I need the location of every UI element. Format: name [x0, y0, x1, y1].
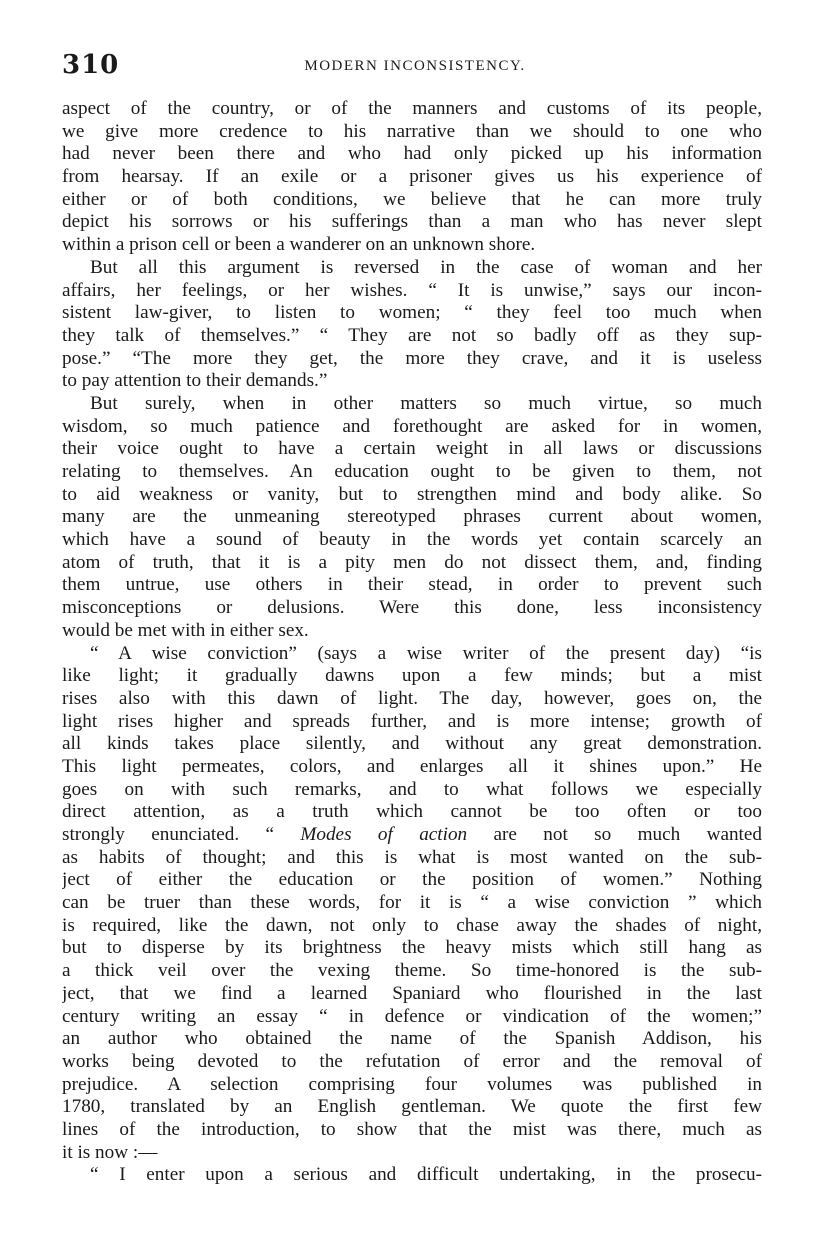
text-line: sistent law-giver, to listen to women; “ they feel too much when — [62, 302, 762, 324]
text-line: “ I enter upon a serious and difficult undertaking, in the prosecu- — [90, 1164, 762, 1186]
text-line-with-italic — [62, 824, 762, 847]
text-line: lines of the introduction, to show that the mist was there, much as — [62, 1118, 762, 1140]
text-segment: are not so much wanted — [467, 824, 762, 845]
text-line: which have a sound of beauty in the words yet contain scarcely an — [62, 529, 762, 551]
text-line: to aid weakness or vanity, but to strengthen mind and body alike. So — [62, 483, 762, 505]
text-line: wisdom, so much patience and forethought are asked for in women, — [62, 415, 762, 437]
text-line: had never been there and who had only picked up his information — [62, 143, 762, 165]
text-line: their voice ought to have a certain weight in all laws or discussions — [62, 438, 762, 460]
text-line: But all this argument is reversed in the case of woman and her — [90, 256, 762, 278]
text-line: But surely, when in other matters so much virtue, so much — [90, 392, 762, 414]
text-line: like light; it gradually dawns upon a few minds; but a mist — [62, 665, 762, 687]
text-line: within a prison cell or been a wanderer on an unknown shore. — [62, 234, 536, 256]
page-header — [62, 50, 768, 84]
text-line: would be met with in either sex. — [62, 619, 309, 641]
text-line: “ A wise conviction” (says a wise writer of the present day) “is — [90, 642, 762, 664]
text-line: it is now :— — [62, 1141, 158, 1163]
text-line: they talk of themselves.” “ They are not so badly off as they sup- — [62, 324, 762, 346]
text-line: misconceptions or delusions. Were this done, less inconsistency — [62, 597, 762, 619]
text-line: works being devoted to the refutation of error and the removal of — [62, 1050, 762, 1072]
text-line: them untrue, use others in their stead, in order to prevent such — [62, 574, 762, 596]
text-line: goes on with such remarks, and to what follows we especially — [62, 778, 762, 800]
running-title: MODERN INCONSISTENCY. — [304, 58, 526, 74]
text-line: atom of truth, that it is a pity men do not dissect them, and, finding — [62, 551, 762, 573]
body-text — [62, 98, 762, 1187]
italic-phrase: Modes of action — [300, 824, 468, 845]
text-line: 1780, translated by an English gentleman. We quote the first few — [62, 1096, 762, 1118]
text-line: affairs, her feelings, or her wishes. “ It is unwise,” says our incon- — [62, 279, 762, 301]
text-line: pose.” “The more they get, the more they crave, and it is useless — [62, 347, 762, 369]
text-line: direct attention, as a truth which cannot be too often or too — [62, 801, 762, 823]
text-line: all kinds takes place silently, and without any great demonstration. — [62, 733, 762, 755]
text-line: light rises higher and spreads further, and is more intense; growth of — [62, 710, 762, 732]
text-line: we give more credence to his narrative than we should to one who — [62, 120, 762, 142]
text-line: but to disperse by its brightness the heavy mists which still hang as — [62, 937, 762, 959]
page-number: 310 — [62, 50, 120, 80]
text-line: century writing an essay “ in defence or vindication of the women;” — [62, 1005, 762, 1027]
text-segment: strongly enunciated. “ — [62, 824, 301, 845]
text-line: is required, like the dawn, not only to chase away the shades of night, — [62, 914, 762, 936]
text-line: many are the unmeaning stereotyped phrases current about women, — [62, 506, 762, 528]
text-line: depict his sorrows or his sufferings than a man who has never slept — [62, 211, 762, 233]
text-line: either or of both conditions, we believe that he can more truly — [62, 188, 762, 210]
text-line: an author who obtained the name of the Spanish Addison, his — [62, 1028, 762, 1050]
text-line: can be truer than these words, for it is “ a wise conviction ” which — [62, 892, 762, 914]
text-line: ject of either the education or the position of women.” Nothing — [62, 869, 762, 891]
text-line: to pay attention to their demands.” — [62, 370, 328, 392]
text-line: as habits of thought; and this is what is most wanted on the sub- — [62, 846, 762, 868]
text-line: aspect of the country, or of the manners and customs of its people, — [62, 98, 762, 119]
text-line: a thick veil over the vexing theme. So time-honored is the sub- — [62, 960, 762, 982]
text-line: ject, that we find a learned Spaniard who flourished in the last — [62, 982, 762, 1004]
text-line: rises also with this dawn of light. The day, however, goes on, the — [62, 687, 762, 709]
text-line: This light permeates, colors, and enlarges all it shines upon.” He — [62, 755, 762, 777]
text-line: relating to themselves. An education ought to be given to them, not — [62, 461, 762, 482]
text-line: prejudice. A selection comprising four volumes was published in — [62, 1073, 762, 1095]
text-line: from hearsay. If an exile or a prisoner gives us his experience of — [62, 166, 762, 188]
